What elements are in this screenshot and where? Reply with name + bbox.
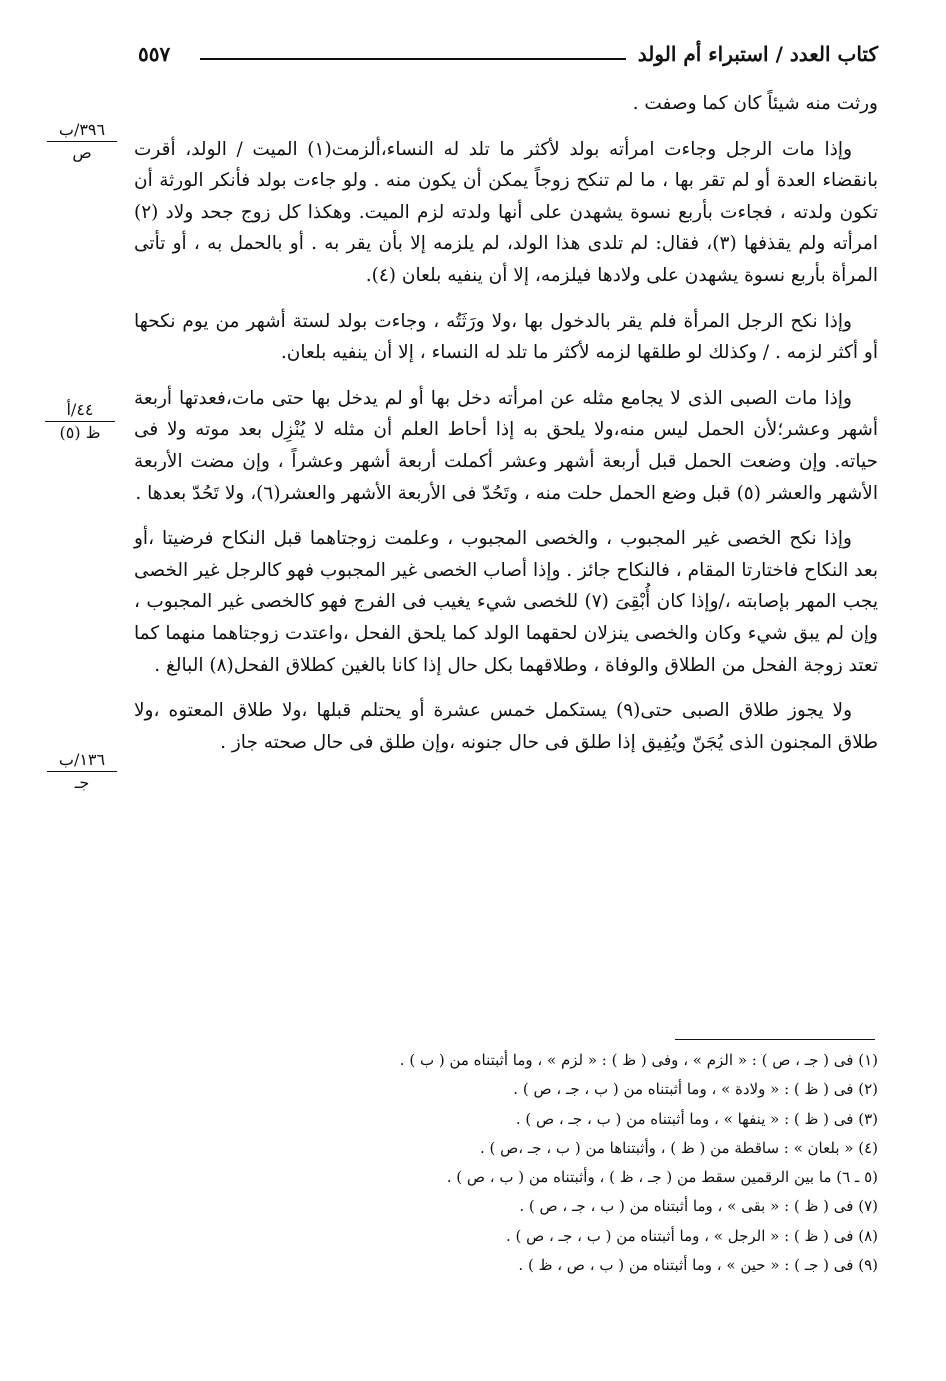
margin-note-folio: ٣٩٦/ب <box>47 120 117 142</box>
paragraph: وإذا نكح الخصى غير المجبوب ، والخصى المجبوب ، وعلمت زوجتاهما قبل النكاح فرضيتا ،أو بعد النكاح فاختارتا المقام ، فالنكاح جائز . وإذا أصاب الخصى غير المجبوب فهو كالرجل غير الخصى يجب المهر بإصابته ،/وإذا كان أُبْقِىَ (٧) للخصى شيء يغيب فى الفرج فهو كالخصى غير المجبوب ، وإن لم يبق شيء وكان والخصى ينزلان لحقهما الولد كما يلحق الفحل ،واعتدت زوجتاهما منهما كما تعتد زوجة الفحل من الطلاق والوفاة ، وطلاقهما بكل حال إذا كانا بالغين كطلاق الفحل(٨) البالغ . <box>134 528 879 676</box>
paragraph: ورثت منه شيئاً كان كما وصفت . <box>632 93 878 114</box>
footnote: (٩) فى ( جـ ) : « حين » ، وما أثبتناه من ( ب ، ص ، ظ ) . <box>518 1256 878 1275</box>
footnote: (٧) فى ( ظ ) : « بقى » ، وما أثبتناه من ( ب ، جـ ، ص ) . <box>519 1197 878 1216</box>
footnote: (٨) فى ( ظ ) : « الرجل » ، وما أثبتناه من ( ب ، جـ ، ص ) . <box>505 1226 878 1245</box>
margin-note-1 <box>47 120 117 163</box>
margin-note-2 <box>45 400 115 443</box>
footnote: (١) فى ( جـ ، ص ) : « الزم » ، وفى ( ظ ) : « لزم » ، وما أثبتناه من ( ب ) . <box>399 1051 878 1069</box>
footnote: (٢) فى ( ظ ) : « ولادة » ، وما أثبتناه من ( ب ، جـ ، ص ) . <box>513 1080 878 1099</box>
header-rule <box>200 58 626 60</box>
paragraph: ولا يجوز طلاق الصبى حتى(٩) يستكمل خمس عشرة أو يحتلم قبلها ،ولا طلاق المعتوه ،ولا طلاق المجنون الذى يُجَنّ ويُفِيق إذا طلق فى حال جنونه ،وإن طلق فى حال صحته جاز . <box>134 700 878 753</box>
main-text <box>134 88 878 772</box>
margin-note-manuscript: جـ <box>74 773 90 792</box>
running-header <box>138 42 878 72</box>
margin-note-3 <box>47 750 117 793</box>
footnote: (٣) فى ( ظ ) : « ينفها » ، وما أثبتناه من ( ب ، جـ ، ص ) . <box>515 1109 878 1128</box>
footnote-rule <box>675 1039 875 1040</box>
margin-note-folio: ٤٤/أ <box>45 400 115 422</box>
paragraph: وإذا نكح الرجل المرأة فلم يقر بالدخول بها ،ولا ورَثَتُه ، وجاءت بولد لستة أشهر من يوم نكحها أو أكثر لزمه . / وكذلك لو طلقها لزمه لأكثر ما تلد له النساء ، إلا أن ينفيه بلعان. <box>134 310 878 364</box>
paragraph: وإذا مات الصبى الذى لا يجامع مثله عن امرأته دخل بها أو لم يدخل بها حتى مات،فعدتها أربعة أشهر وعشر؛لأن الحمل ليس منه،ولا يلحق به إذا أحاط العلم أن مثله لا يُنْزِل بعد موته ولا فى حياته. وإن وضعت الحمل قبل أربعة أشهر وعشر أكملت أربعة أشهر وعشراً ، وإن مضت الأربعة الأشهر والعشر (٥) قبل وضع الحمل حلت منه ، وتَحُدّ فى الأربعة الأشهر والعشر(٦)، ولا تَحُدّ بعدها . <box>134 387 878 504</box>
margin-note-folio: ١٣٦/ب <box>47 750 117 772</box>
footnotes <box>300 1046 878 1280</box>
page-number: ٥٥٧ <box>138 42 171 66</box>
chapter-title: كتاب العدد / استبراء أم الولد <box>637 42 878 66</box>
margin-note-manuscript: ص <box>72 143 92 162</box>
paragraph: وإذا مات الرجل وجاءت امرأته بولد لأكثر ما تلد له النساء،ألزمت(١) الميت / الولد، أقرت بانقضاء العدة أو لم تقر بها ، ما لم تنكح زوجاً يمكن أن يكون منه . ولو جاءت بولد فأنكر الورثة أن تكون ولدته ، فجاءت بأربع نسوة يشهدن على أنها ولدته لزم الميت. وهكذا كل زوج جحد ولاد (٢) امرأته ولم يقذفها (٣)، فقال: لم تلدى هذا الولد، لم يلزمه إلا بأن يقر به . أو بالحمل به ، أو تأتى المرأة بأربع نسوة يشهدن على ولادها فيلزمه، إلا أن ينفيه بلعان (٤). <box>134 138 878 286</box>
footnote: (٤) « بلعان » : ساقطة من ( ظ ) ، وأثبتناها من ( ب ، جـ ،ص ) . <box>479 1138 878 1157</box>
margin-note-manuscript: ظ (٥) <box>59 423 101 442</box>
footnote: (٥ ـ ٦) ما بين الرقمين سقط من ( جـ ، ظ ) ، وأثبتناه من ( ب ، ص ) . <box>446 1168 878 1187</box>
